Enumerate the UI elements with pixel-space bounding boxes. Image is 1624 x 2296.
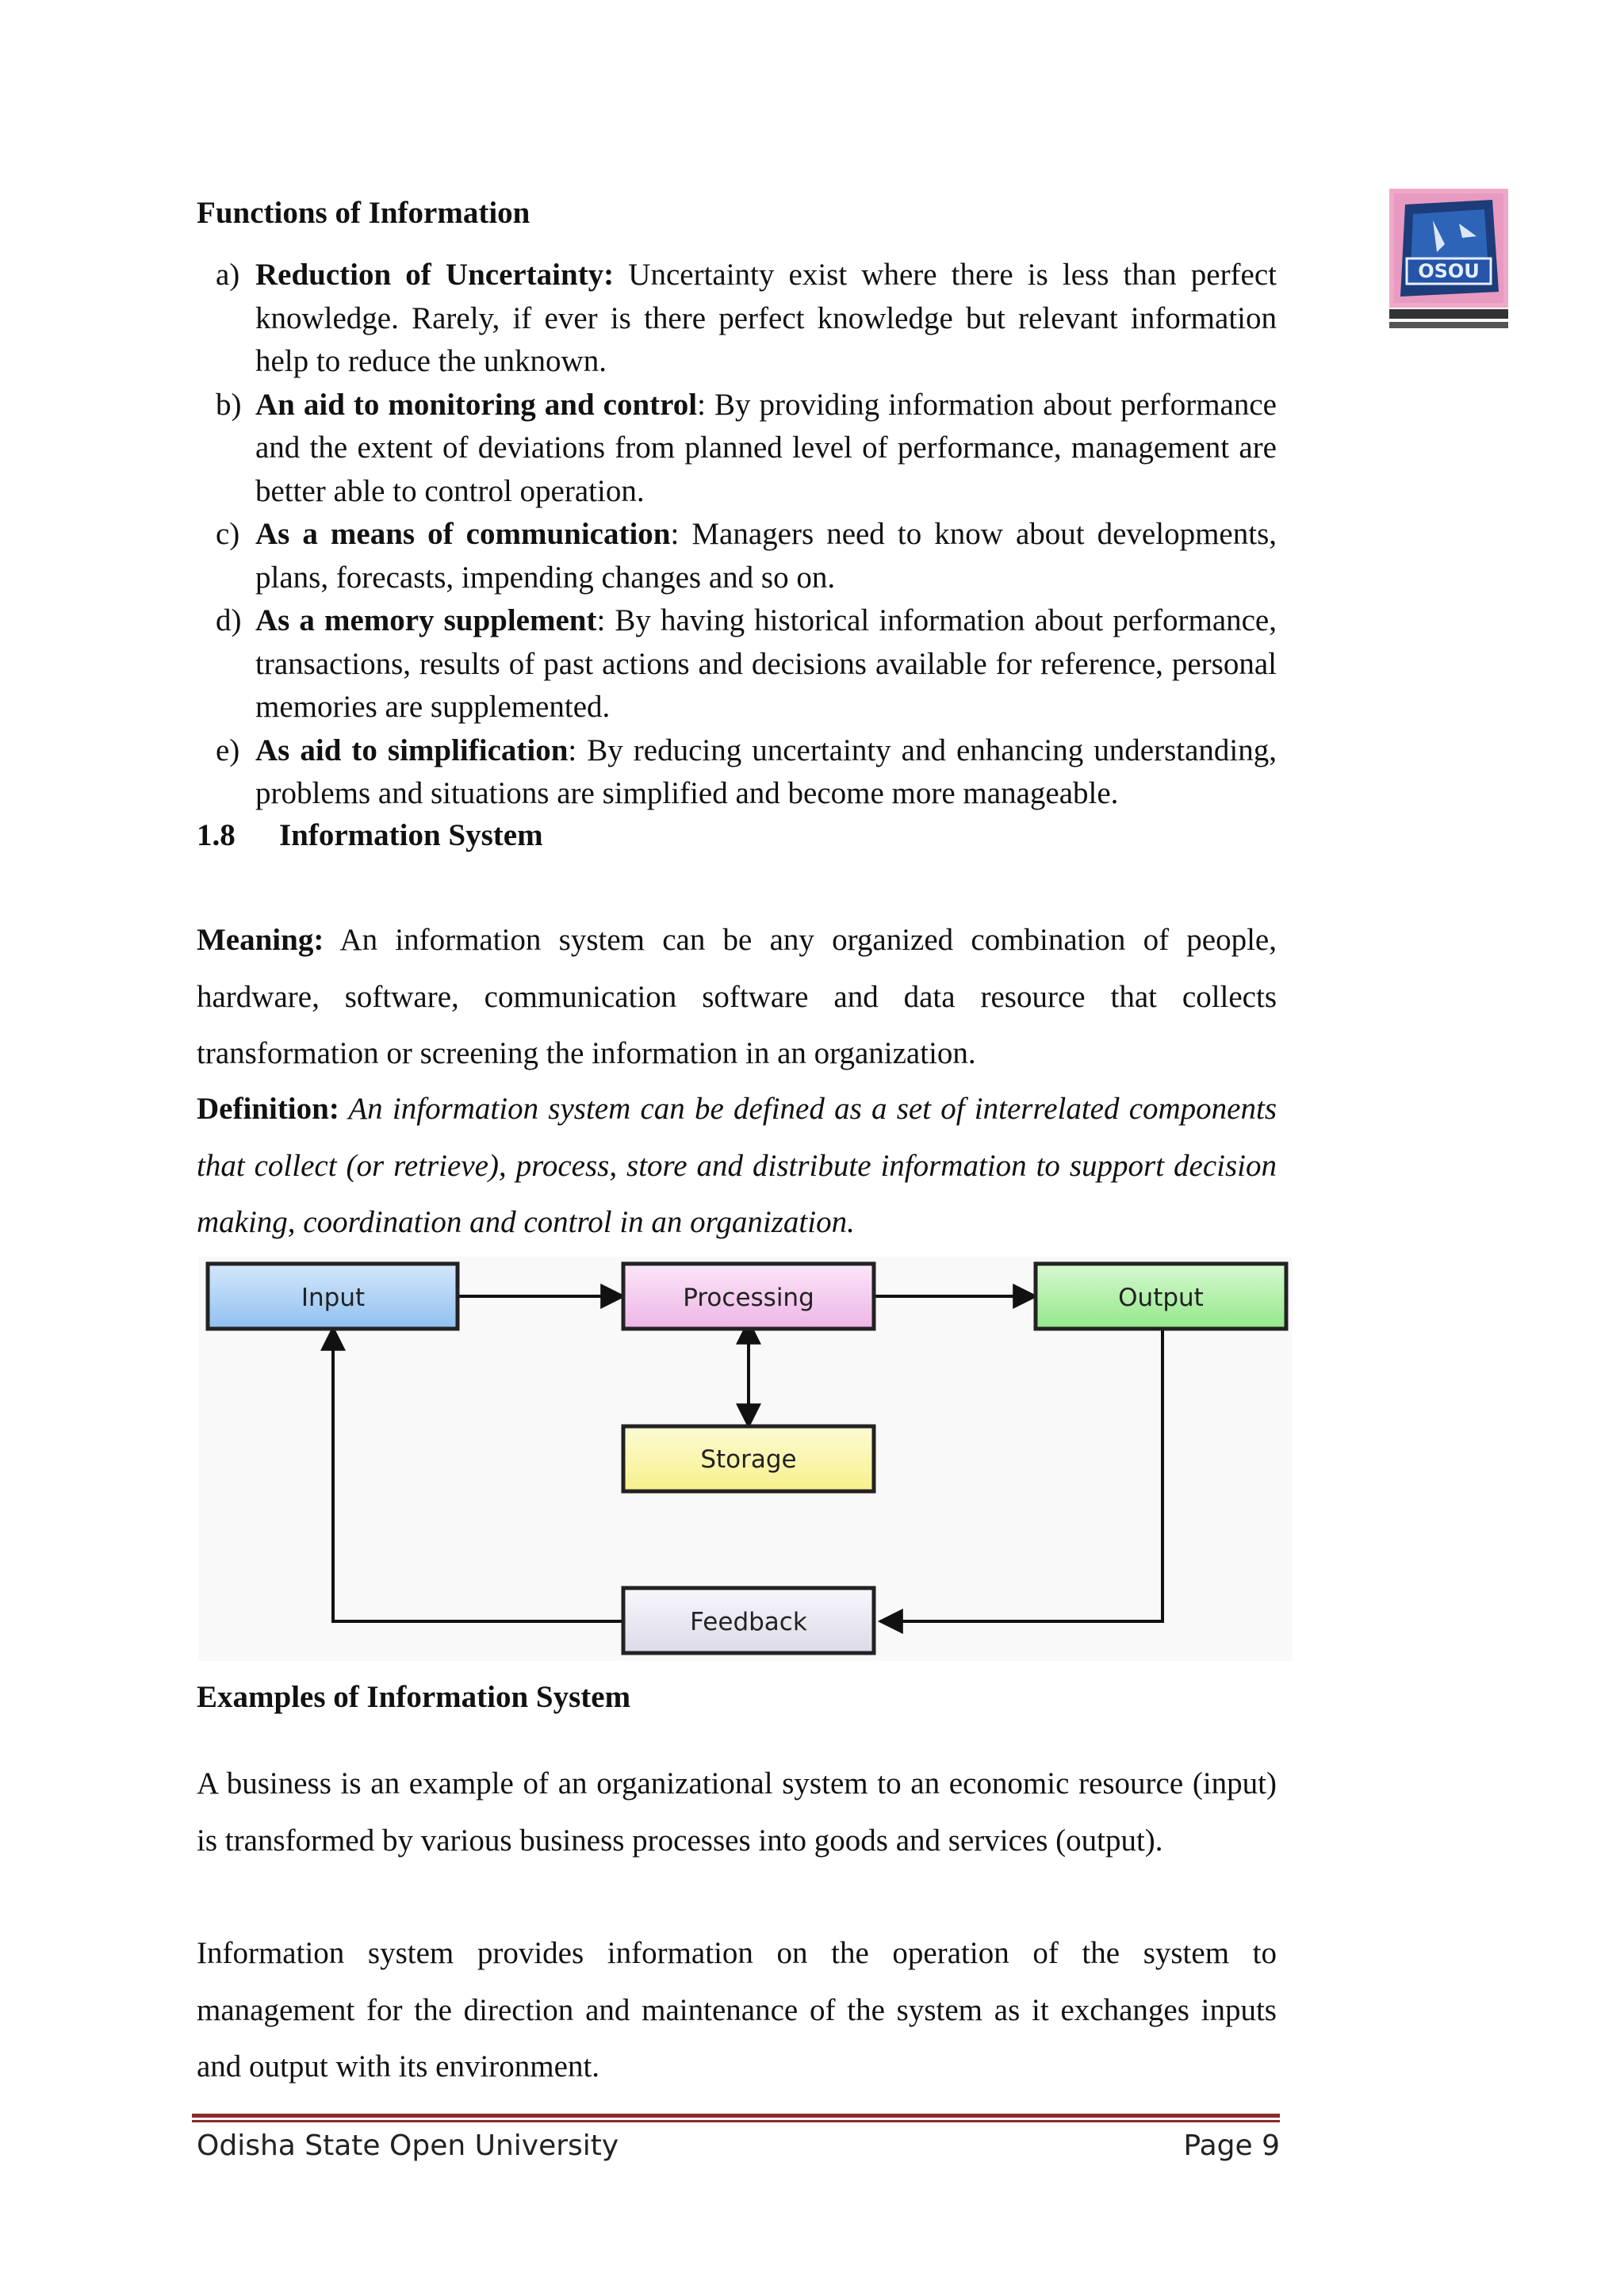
feedback-label: Feedback: [690, 1608, 807, 1636]
information-system-diagram: [198, 1257, 1293, 1661]
list-marker: d): [216, 603, 242, 637]
item-text: : By reducing uncertainty and enhancing understanding, problems and situations are simplified and become more manageable.: [255, 733, 1277, 810]
storage-box: [623, 1426, 874, 1491]
item-title: Reduction of Uncertainty:: [255, 258, 615, 292]
section-heading: [197, 817, 1277, 853]
meaning-text: An information system can be any organized combination of people, hardware, software, communication software and data resource that collects transformation or screening the information in an organization.: [197, 923, 1277, 1070]
functions-heading: Functions of Information: [197, 196, 530, 230]
meaning-paragraph: [197, 912, 1277, 1082]
processing-box: [623, 1264, 874, 1329]
section-number: 1.8: [197, 817, 236, 852]
input-label: Input: [301, 1284, 366, 1312]
item-text: : Managers need to know about developments, plans, forecasts, impending changes and so on.: [255, 517, 1277, 595]
item-title: As a means of communication: [255, 517, 671, 551]
item-title: As aid to simplification: [255, 733, 569, 767]
examples-heading: Examples of Information System: [197, 1680, 631, 1714]
output-label: Output: [1118, 1284, 1204, 1312]
list-marker: b): [216, 387, 242, 422]
definition-paragraph: [197, 1081, 1277, 1251]
footer-university: Odisha State Open University: [197, 2130, 619, 2162]
item-text: Uncertainty exist where there is less than perfect knowledge. Rarely, if ever is there perfect knowledge but relevant information help to reduce the unknown.: [255, 258, 1277, 378]
storage-label: Storage: [700, 1445, 797, 1474]
list-item: [197, 599, 1277, 729]
footer-rule: [192, 2114, 1280, 2118]
definition-text: An information system can be defined as a set of interrelated components that collect (or retrieve), process, store and distribute information to support decision making, coordination and control in an organization.: [197, 1092, 1277, 1239]
meaning-label: Meaning:: [197, 923, 324, 957]
footer-page-number: Page 9: [1183, 2130, 1280, 2162]
osou-logo-icon: [1389, 189, 1508, 336]
functions-list: [197, 254, 1277, 853]
item-title: An aid to monitoring and control: [255, 387, 698, 422]
list-item: [197, 513, 1277, 599]
examples-paragraph-2: Information system provides information on the operation of the system to management for the direction and maintenance of the system as it exchanges inputs and output with its environment.: [197, 1936, 1277, 2084]
list-marker: e): [216, 733, 240, 767]
processing-label: Processing: [683, 1284, 814, 1312]
input-box: [208, 1264, 458, 1329]
list-item: [197, 254, 1277, 384]
item-text: : By having historical information about performance, transactions, results of past actions and decisions available for reference, personal memories are supplemented.: [255, 603, 1277, 724]
logo-label: OSOU: [1418, 260, 1480, 282]
feedback-box: [623, 1588, 874, 1653]
examples-paragraph-1: A business is an example of an organizational system to an economic resource (input) is transformed by various business processes into goods and services (output).: [197, 1766, 1277, 1858]
section-title: Information System: [279, 817, 543, 852]
list-item: [197, 384, 1277, 514]
output-box: [1036, 1264, 1286, 1329]
list-marker: c): [216, 517, 240, 551]
list-marker: a): [216, 258, 240, 292]
footer-rule-thin: [192, 2120, 1280, 2122]
item-text: : By providing information about performance and the extent of deviations from planned level of performance, management are better able to control operation.: [255, 387, 1277, 508]
item-title: As a memory supplement: [255, 603, 597, 637]
list-item: [197, 729, 1277, 816]
definition-label: Definition:: [197, 1092, 339, 1126]
